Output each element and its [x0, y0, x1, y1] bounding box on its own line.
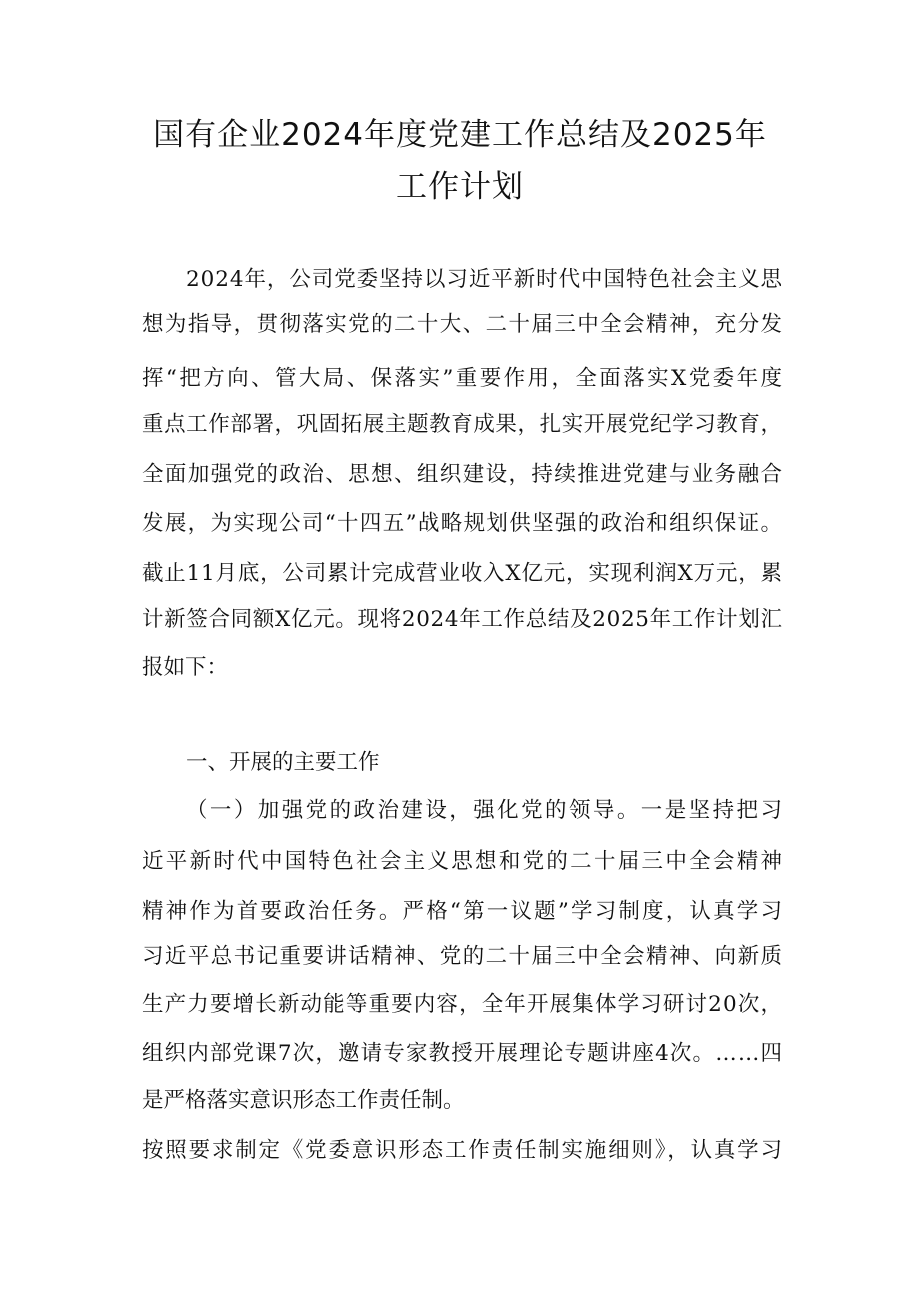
- subsection-line-2: 近平新时代中国特色社会主义思想和党的二十届三中全会精神: [142, 849, 785, 874]
- intro-line-5: 全面加强党的政治、思想、组织建设，持续推进党建与业务融合: [142, 462, 784, 487]
- section-heading: 一、开展的主要工作: [186, 750, 380, 775]
- intro-line-8: 计新签合同额X亿元。现将2024年工作总结及2025年工作计划汇: [142, 607, 783, 632]
- subsection-line-6: 组织内部党课7次，邀请专家教授开展理论专题讲座4次。……四: [142, 1041, 784, 1066]
- intro-line-1: 2024年，公司党委坚持以习近平新时代中国特色社会主义思: [186, 267, 783, 292]
- intro-line-4: 重点工作部署，巩固拓展主题教育成果，扎实开展党纪学习教育，: [142, 412, 783, 437]
- subsection-line-1: （一）加强党的政治建设，强化党的领导。一是坚持把习: [186, 798, 785, 823]
- intro-line-7: 截止11月底，公司累计完成营业收入X亿元，实现利润X万元，累: [142, 561, 783, 586]
- subsection-line-4: 习近平总书记重要讲话精神、党的二十届三中全会精神、向新质: [142, 944, 784, 969]
- last-line: 按照要求制定《党委意识形态工作责任制实施细则》，认真学习: [142, 1138, 784, 1163]
- subsection-line-5: 生产力要增长新动能等重要内容，全年开展集体学习研讨20次，: [142, 992, 784, 1017]
- intro-line-9: 报如下：: [142, 655, 229, 680]
- subsection-line-7: 是严格落实意识形态工作责任制。: [142, 1088, 465, 1113]
- intro-line-6: 发展，为实现公司“十四五”战略规划供坚强的政治和组织保证。: [142, 511, 784, 536]
- document-title-line-1: 国有企业2024年度党建工作总结及2025年: [153, 117, 767, 153]
- subsection-line-3: 精神作为首要政治任务。严格“第一议题”学习制度，认真学习: [142, 899, 785, 924]
- intro-line-3: 挥“把方向、管大局、保落实”重要作用，全面落实X党委年度: [142, 366, 785, 391]
- intro-line-2: 想为指导，贯彻落实党的二十大、二十届三中全会精神，充分发: [142, 312, 784, 337]
- document-title-line-2: 工作计划: [396, 169, 524, 205]
